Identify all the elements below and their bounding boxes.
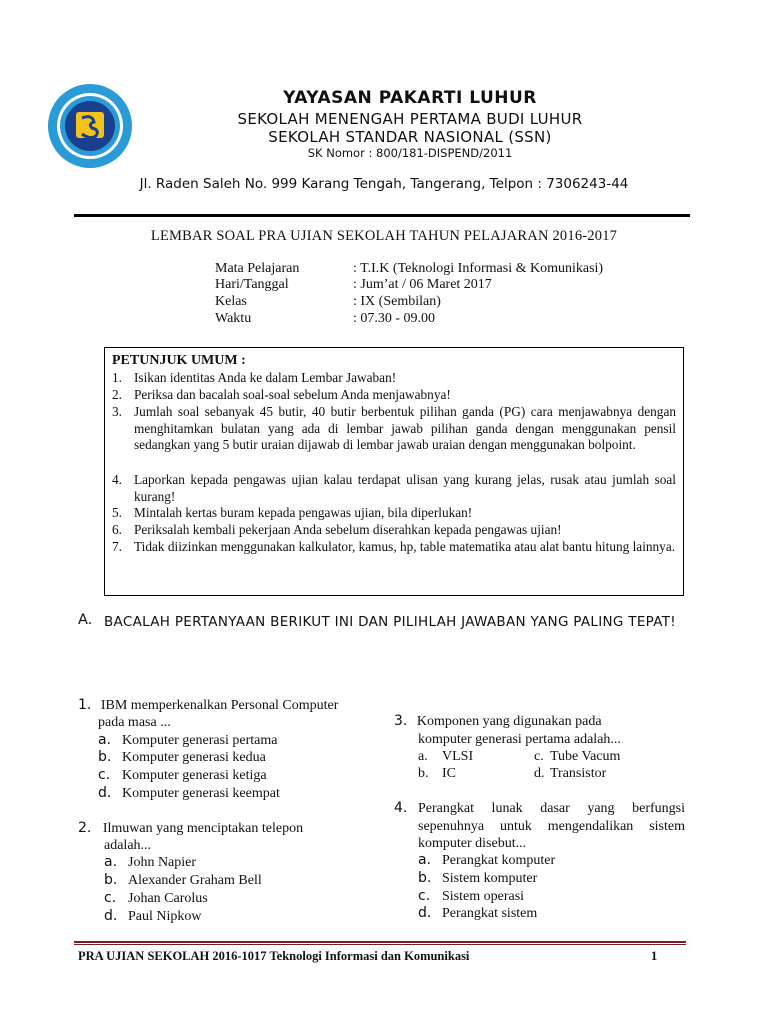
- instruction-number: 7.: [112, 539, 122, 554]
- section-letter: A.: [78, 612, 93, 628]
- question-text: Ilmuwan yang menciptakan telepon: [102, 821, 304, 836]
- question-text-cont: komputer disebut...: [418, 836, 527, 851]
- instruction-text: Jumlah soal sebanyak 45 butir, 40 butir berbentuk pilihan ganda (PG) cara menjawabnya dengan menghitamkan bulatan yang ada di lembar jawab pilihan ganda dengan menggunakan pensil sedangkan yang 5 butir uraian dijawab di lembar jawab uraian dengan menggunakan bolpoint.: [134, 404, 676, 452]
- instruction-text: Periksa dan bacalah soal-soal sebelum Anda menjawabnya!: [134, 387, 451, 402]
- option-letter: b.: [104, 872, 118, 888]
- option-letter: c.: [418, 888, 431, 904]
- option-text: IC: [442, 766, 456, 781]
- option-letter: d.: [534, 766, 545, 781]
- instruction-item: [112, 472, 676, 505]
- answer-option: [418, 905, 537, 923]
- option-text: Johan Carolus: [128, 891, 208, 906]
- instruction-item: [112, 387, 676, 404]
- option-letter: b.: [418, 766, 429, 781]
- section-instruction: BACALAH PERTANYAAN BERIKUT INI DAN PILIHLAH JAWABAN YANG PALING TEPAT!: [104, 614, 676, 630]
- option-letter: d.: [418, 905, 432, 921]
- option-text: Komputer generasi keempat: [122, 786, 280, 801]
- answer-option: [418, 870, 537, 888]
- info-key: Hari/Tanggal: [215, 277, 289, 292]
- header-divider: [74, 214, 690, 217]
- instructions-title: PETUNJUK UMUM :: [112, 353, 246, 368]
- option-text: Perangkat komputer: [442, 853, 556, 868]
- option-letter: a.: [418, 749, 428, 764]
- question-3: [394, 713, 694, 730]
- foundation-name: YAYASAN PAKARTI LUHUR: [283, 88, 537, 108]
- option-letter: a.: [104, 854, 118, 870]
- option-text: Transistor: [550, 766, 607, 781]
- option-text: Komputer generasi pertama: [122, 733, 278, 748]
- question-number: 1.: [78, 697, 92, 713]
- answer-option: [98, 732, 278, 750]
- instruction-item: [112, 505, 676, 522]
- info-row-date: [215, 277, 492, 293]
- answer-option: [104, 908, 202, 926]
- option-letter: c.: [98, 767, 111, 783]
- info-row-subject: [215, 261, 603, 277]
- instruction-text: Isikan identitas Anda ke dalam Lembar Jawaban!: [134, 370, 397, 385]
- instruction-number: 6.: [112, 522, 122, 537]
- footer-rule-thin: [74, 944, 686, 945]
- answer-option: [98, 767, 267, 785]
- footer-rule: [74, 941, 686, 943]
- decree-number: SK Nomor : 800/181-DISPEND/2011: [307, 146, 513, 160]
- option-text: John Napier: [128, 855, 197, 870]
- option-letter: a.: [98, 732, 112, 748]
- answer-option: [98, 785, 280, 803]
- question-1: [78, 697, 378, 714]
- question-text: Perangkat lunak dasar yang berfungsi: [418, 801, 685, 816]
- school-address: Jl. Raden Saleh No. 999 Karang Tengah, Tangerang, Telpon : 7306243-44: [139, 176, 629, 192]
- instruction-number: 3.: [112, 404, 122, 419]
- question-text-cont: pada masa ...: [98, 715, 171, 730]
- sheet-title: LEMBAR SOAL PRA UJIAN SEKOLAH TAHUN PELAJARAN 2016-2017: [150, 228, 618, 244]
- instruction-number: 2.: [112, 387, 122, 402]
- answer-option-row: [418, 765, 606, 783]
- instruction-item: [112, 370, 676, 387]
- option-text: Sistem operasi: [442, 889, 525, 904]
- option-letter: d.: [98, 785, 112, 801]
- answer-option: [418, 852, 555, 870]
- question-text-cont: adalah...: [104, 838, 152, 853]
- instruction-text: Laporkan kepada pengawas ujian kalau terdapat ulisan yang kurang jelas, rusak atau jumlah soal kurang!: [134, 472, 676, 504]
- info-row-time: [215, 311, 435, 327]
- option-text: Perangkat sistem: [442, 906, 538, 921]
- option-text: Komputer generasi kedua: [122, 750, 266, 765]
- info-value: : IX (Sembilan): [353, 294, 441, 309]
- option-letter: a.: [418, 852, 432, 868]
- info-value: : Jum’at / 06 Maret 2017: [353, 277, 492, 292]
- option-text: Alexander Graham Bell: [128, 873, 262, 888]
- question-number: 4.: [394, 800, 408, 816]
- instruction-number: 4.: [112, 472, 122, 487]
- info-value: : 07.30 - 09.00: [353, 311, 436, 326]
- question-2: [78, 820, 378, 837]
- option-text: VLSI: [442, 749, 474, 764]
- instruction-text: Tidak diizinkan menggunakan kalkulator, kamus, hp, table matematika atau alat bantu hitung lainnya.: [134, 539, 676, 554]
- info-key: Waktu: [215, 311, 252, 326]
- info-row-class: [215, 294, 441, 310]
- answer-option: [104, 872, 262, 890]
- school-logo: [46, 82, 134, 170]
- question-number: 3.: [394, 713, 408, 729]
- instruction-number: 5.: [112, 505, 122, 520]
- option-letter: c.: [534, 749, 544, 764]
- info-value: : T.I.K (Teknologi Informasi & Komunikasi): [353, 261, 604, 276]
- option-letter: b.: [418, 870, 432, 886]
- question-text-cont: sepenuhnya untuk mengendalikan sistem: [418, 819, 685, 834]
- option-letter: c.: [104, 890, 117, 906]
- question-text-cont: komputer generasi pertama adalah...: [418, 732, 621, 747]
- option-text: Komputer generasi ketiga: [122, 768, 267, 783]
- question-text: Komponen yang digunakan pada: [416, 714, 602, 729]
- option-letter: d.: [104, 908, 118, 924]
- option-letter: b.: [98, 749, 112, 765]
- answer-option-row: [418, 748, 620, 766]
- option-text: Sistem komputer: [442, 871, 538, 886]
- school-name: SEKOLAH MENENGAH PERTAMA BUDI LUHUR: [237, 110, 583, 128]
- info-key: Kelas: [215, 294, 247, 309]
- option-text: Paul Nipkow: [128, 909, 202, 924]
- instruction-item: [112, 522, 676, 539]
- question-number: 2.: [78, 820, 92, 836]
- answer-option: [104, 854, 196, 872]
- answer-option: [104, 890, 208, 908]
- instruction-item: [112, 539, 676, 556]
- info-key: Mata Pelajaran: [215, 261, 300, 276]
- instruction-item: [112, 404, 676, 454]
- option-text: Tube Vacum: [550, 749, 621, 764]
- answer-option: [98, 749, 266, 767]
- answer-option: [418, 888, 524, 906]
- question-text: IBM memperkenalkan Personal Computer: [100, 698, 339, 713]
- page-number: 1: [651, 949, 658, 963]
- footer-text: PRA UJIAN SEKOLAH 2016-1017 Teknologi Informasi dan Komunikasi: [78, 949, 470, 963]
- instruction-text: Mintalah kertas buram kepada pengawas ujian, bila diperlukan!: [134, 505, 473, 520]
- instruction-text: Periksalah kembali pekerjaan Anda sebelum diserahkan kepada pengawas ujian!: [134, 522, 562, 537]
- instruction-number: 1.: [112, 370, 122, 385]
- school-status: SEKOLAH STANDAR NASIONAL (SSN): [268, 128, 552, 146]
